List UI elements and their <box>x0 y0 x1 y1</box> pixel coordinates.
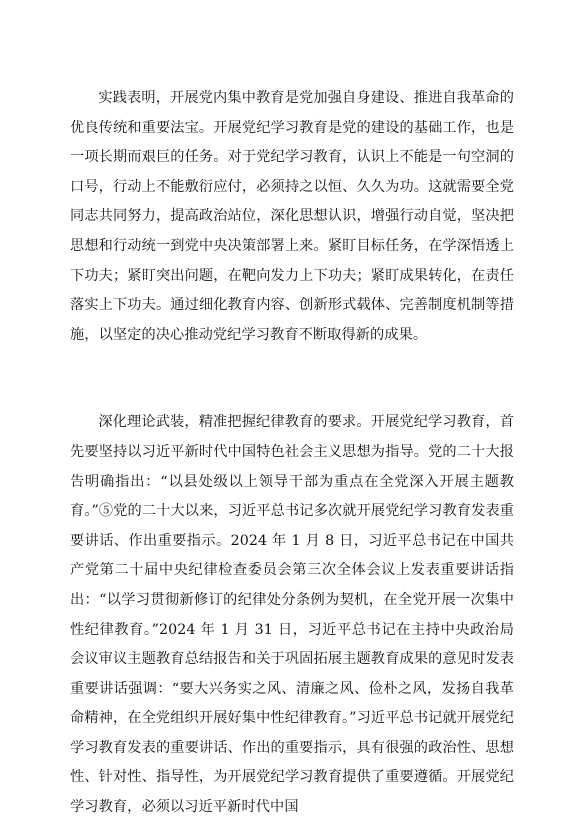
paragraph-practice-shows: 实践表明，开展党内集中教育是党加强自身建设、推进自我革命的优良传统和重要法宝。开展党纪学习教育是党的建设的基础工作，也是一项长期而艰巨的任务。对于党纪学习教育，认识上不能是一句空洞的口号，行动上不能敷衍应付，必须持之以恒、久久为功。这就需要全党同志共同努力，提高政治站位，深化思想认识，增强行动自觉，坚决把思想和行动统一到党中央决策部署上来。紧盯目标任务，在学深悟透上下功夫；紧盯突出问题，在靶向发力上下功夫；紧盯成果转化，在责任落实上下功夫。通过细化教育内容、创新形式载体、完善制度机制等措施，以坚定的决心推动党纪学习教育不断取得新的成果。 <box>70 90 514 343</box>
document-page <box>70 84 514 823</box>
paragraph-theory-armament: 深化理论武装，精准把握纪律教育的要求。开展党纪学习教育，首先要坚持以习近平新时代中国特色社会主义思想为指导。党的二十大报告明确指出：“以县处级以上领导干部为重点在全党深入开展主题教育。”⑤党的二十大以来，习近平总书记多次就开展党纪学习教育发表重要讲话、作出重要指示。2024 年 1 月 8 日，习近平总书记在中国共产党第二十届中央纪律检查委员会第三次全体会议上发表重要讲话指出：“以学习贯彻新修订的纪律处分条例为契机，在全党开展一次集中性纪律教育。”2024 年 1 月 31 日，习近平总书记在主持中央政治局会议审议主题教育总结报告和关于巩固拓展主题教育成果的意见时发表重要讲话强调：“要大兴务实之风、清廉之风、俭朴之风，发扬自我革命精神，在全党组织开展好集中性纪律教育。”习近平总书记就开展党纪学习教育发表的重要讲话、作出的重要指示，具有很强的政治性、思想性、针对性、指导性，为开展党纪学习教育提供了重要遵循。开展党纪学习教育，必须以习近平新时代中国 <box>70 414 514 816</box>
